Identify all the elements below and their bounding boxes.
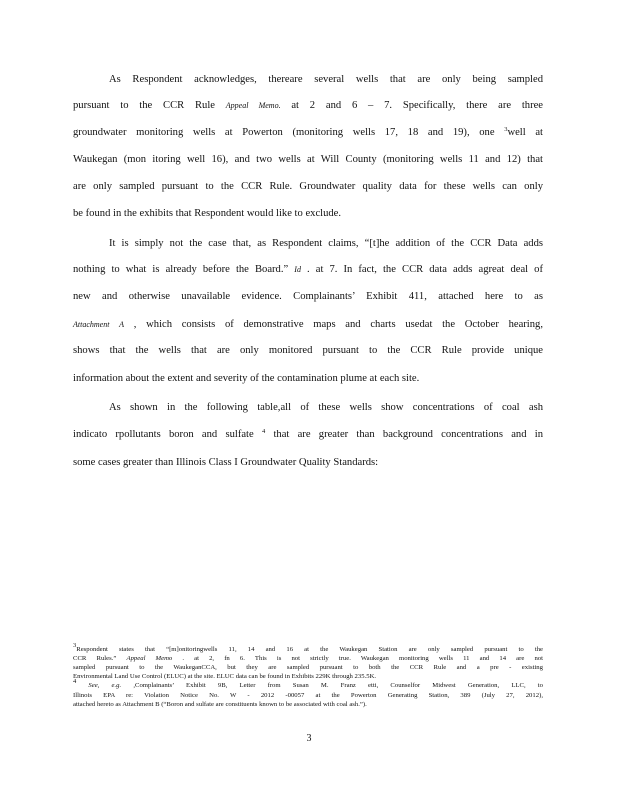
- text-run: ,Complainants’ Exhibit 9B, Letter from Susan M. Franz etti, Counselfor Midwest Generation, LLC, to: [121, 682, 544, 689]
- text-run: sampled pursuant to the WaukeganCCA, but they are sampled pursuant to both the CCR Rule and a pre - existing: [73, 664, 543, 671]
- text-run: Environmental Land Use Control (ELUC) at the site. ELUC data can be found in Exhibits 229K through 235.5K.: [73, 673, 377, 680]
- text-run: [109, 319, 119, 330]
- text-run: CCR Rules.”: [73, 655, 127, 662]
- text-run: shows that the wells that are only monitored pursuant to the CCR Rule provide unique: [73, 345, 543, 356]
- text-run: be found in the exhibits that Respondent would like to exclude.: [73, 208, 342, 219]
- text-run: As Respondent acknowledges, thereare several wells that are only being sampled: [109, 74, 543, 85]
- body-line: [73, 344, 543, 358]
- text-run: nothing to what is already before the Board.”: [73, 264, 295, 275]
- text-run: Illinois EPA re: Violation Notice No. W - 2012 -00057 at the Powerton Generating Station, 389 (July 27, 2012),: [73, 692, 543, 699]
- footnote-line: [73, 678, 544, 691]
- body-line: [109, 73, 543, 87]
- footnote-marker: 4: [261, 428, 266, 435]
- footnote-marker: 4: [73, 678, 77, 685]
- page-number: 3: [306, 733, 312, 744]
- body-line: [73, 290, 543, 304]
- text-run: , which consists of demonstrative maps and charts usedat the October hearing,: [124, 319, 543, 330]
- footnote-line: [73, 664, 543, 673]
- footnote-line: [73, 642, 543, 655]
- text-run: at 2 and 6 – 7. Specifically, there are three: [280, 100, 543, 111]
- body-line: [73, 263, 543, 277]
- text-run: indicato rpollutants boron and sulfate: [73, 429, 262, 440]
- text-run: that are greater than background concentrations and in: [265, 429, 543, 440]
- text-run: Waukegan (mon itoring well 16), and two wells at Will County (monitoring wells 11 and 12) that: [73, 154, 543, 165]
- body-line: [73, 318, 543, 332]
- italic-citation: See, e.g.: [88, 682, 122, 689]
- body-line: [73, 153, 543, 167]
- text-run: are only sampled pursuant to the CCR Rule. Groundwater quality data for these wells can only: [73, 181, 543, 192]
- body-line: [73, 180, 543, 194]
- footnote-line: [73, 692, 543, 701]
- text-run: It is simply not the case that, as Respondent claims, “[t]he addition of the CCR Data adds: [109, 238, 543, 249]
- footnote-marker: 3: [73, 642, 77, 649]
- text-run: groundwater monitoring wells at Powerton (monitoring wells 17, 18 and 19), one: [73, 127, 505, 138]
- italic-citation: Attachment: [73, 320, 110, 329]
- italic-citation: A: [119, 320, 125, 329]
- footnote-marker: 3: [504, 126, 508, 133]
- body-line: [73, 428, 543, 442]
- body-line: [109, 401, 543, 415]
- text-run: information about the extent and severity of the contamination plume at each site.: [73, 373, 420, 384]
- body-line: [109, 237, 543, 251]
- body-line: [73, 99, 543, 113]
- text-run: some cases greater than Illinois Class I Groundwater Quality Standards:: [73, 457, 379, 468]
- text-run: well at: [507, 127, 543, 138]
- text-run: . at 7. In fact, the CCR data adds agreat deal of: [300, 264, 543, 275]
- footnote-line: [73, 655, 543, 664]
- body-line: [73, 456, 543, 470]
- text-run: Respondent states that “[m]onitoringwells 11, 14 and 16 at the Waukegan Station are only sampled pursuant to the: [76, 646, 543, 653]
- italic-citation: Appeal Memo.: [225, 101, 281, 110]
- body-line: [73, 207, 543, 221]
- body-line: [73, 126, 543, 140]
- text-run: [76, 682, 88, 689]
- text-run: . at 2, fn 6. This is not strictly true. Waukegan monitoring wells 11 and 14 are not: [172, 655, 543, 662]
- italic-citation: Appeal Memo: [126, 655, 173, 662]
- text-run: new and otherwise unavailable evidence. Complainants’ Exhibit 411, attached here to as: [73, 291, 543, 302]
- footnote-line: [73, 701, 543, 710]
- text-run: attached hereto as Attachment B (“Boron and sulfate are constituents known to be associated with coal ash.”).: [73, 701, 367, 708]
- text-run: As shown in the following table,all of these wells show concentrations of coal ash: [109, 402, 543, 413]
- italic-citation: Id: [294, 265, 301, 274]
- footnote-line: [73, 673, 543, 682]
- body-line: [73, 372, 543, 386]
- text-run: pursuant to the CCR Rule: [73, 100, 226, 111]
